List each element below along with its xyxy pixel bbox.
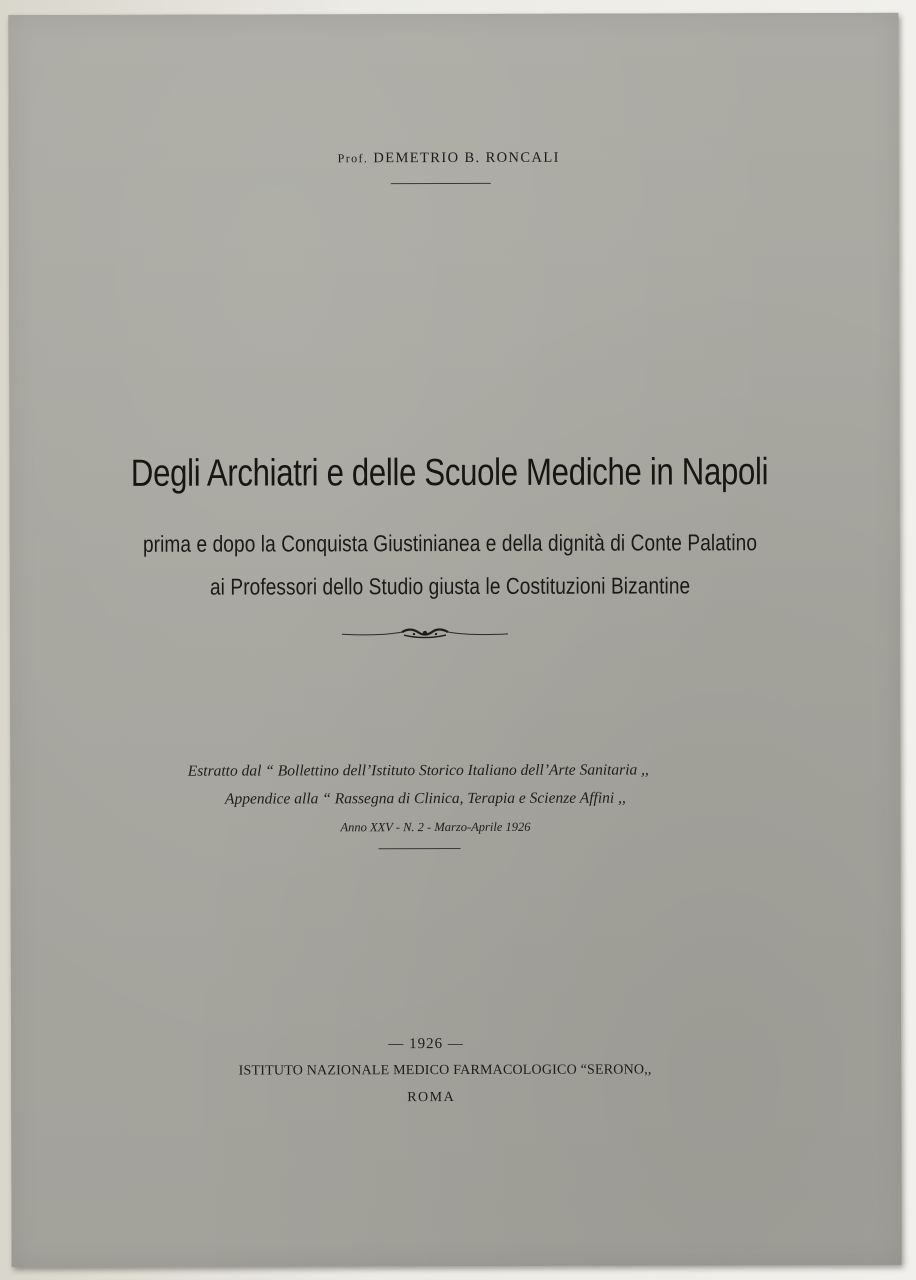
author-rule <box>391 183 491 184</box>
subtitle-line-1: prima e dopo la Conquista Giustinianea e della dignità di Conte Palatino <box>142 529 758 557</box>
extract-line-2: Appendice alla “ Rassegna di Clinica, Terapia e Scienze Affini ,, <box>224 789 626 808</box>
author-prefix: Prof. <box>337 151 369 166</box>
extract-line-3: Anno XXV - N. 2 - Marzo-Aprile 1926 <box>340 819 531 835</box>
author-line <box>4 149 894 168</box>
imprint-publisher: ISTITUTO NAZIONALE MEDICO FARMACOLOGICO “SERONO,, <box>238 1062 652 1079</box>
imprint-city: ROMA <box>407 1090 456 1106</box>
page-title: Degli Archiatri e delle Scuole Mediche in Napoli <box>130 451 769 495</box>
author-name: DEMETRIO B. RONCALI <box>373 149 560 167</box>
subtitle-line-2: ai Professori dello Studio giusta le Costituzioni Bizantine <box>209 572 691 600</box>
ornament-divider-icon <box>340 624 510 644</box>
pamphlet-cover <box>8 13 901 1267</box>
imprint-year: — 1926 — <box>388 1035 464 1053</box>
extract-rule <box>379 848 461 849</box>
extract-line-1: Estratto dal “ Bollettino dell’Istituto Storico Italiano dell’Arte Sanitaria ,, <box>187 761 649 780</box>
